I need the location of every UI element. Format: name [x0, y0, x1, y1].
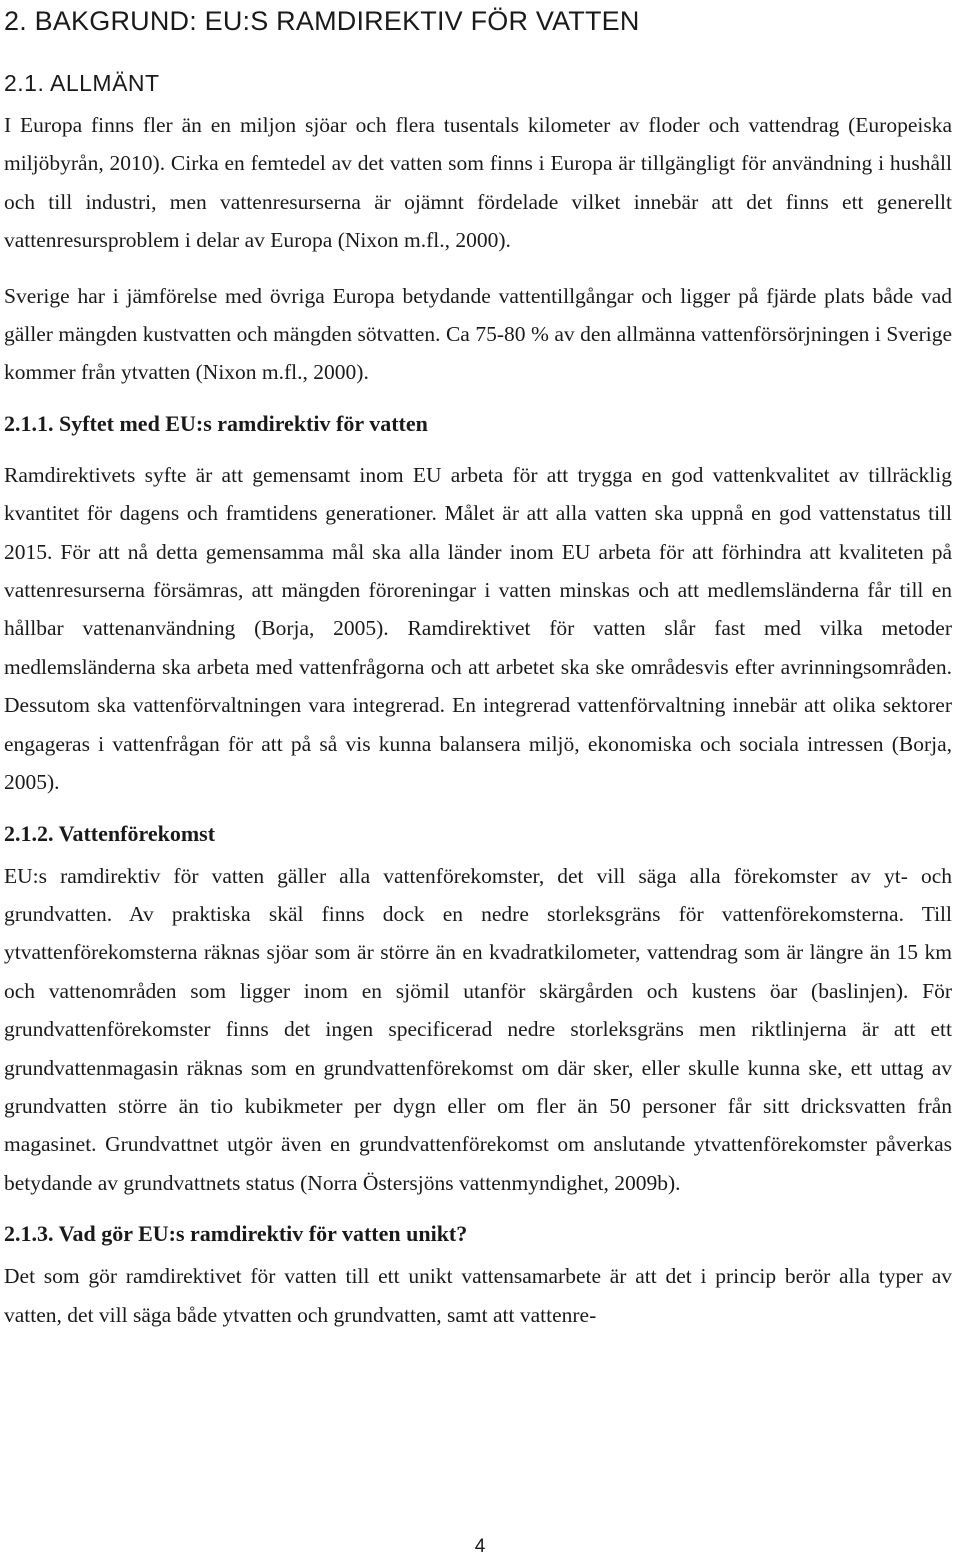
paragraph-europe-water: I Europa finns fler än en miljon sjöar och flera tusentals kilometer av floder och vattendrag (Europeiska miljöbyrån, 2010). Cirka en femtedel av det vatten som finns i Europa är tillgängligt för användning i hushåll och till industri, men vattenresurserna är ojämnt fördelade vilket innebär att det finns ett generellt vattenresursproblem i delar av Europa (Nixon m.fl., 2000).	[4, 113, 952, 253]
paragraph-syfte: Ramdirektivets syfte är att gemensamt inom EU arbeta för att trygga en god vattenkvalitet av tillräcklig kvantitet för dagens och framtidens generationer. Målet är att alla vatten ska uppnå en god vattenstatus till 2015. För att nå detta gemensamma mål ska alla länder inom EU arbeta för att förhindra att kvaliteten på vattenresurserna försämras, att mängden föroreningar i vatten minskas och att medlemsländerna får till en hållbar vattenanvändning (Borja, 2005). Ramdirektivet för vatten slår fast med vilka metoder medlemsländerna ska arbeta med vattenfrågorna och att arbetet ska ske områdesvis efter avrinningsområden. Dessutom ska vattenförvaltningen vara integrerad. En integrerad vattenförvaltning innebär att olika sektorer engageras i vattenfrågan för att på så vis kunna balansera miljö, ekonomiska och sociala intressen (Borja, 2005).	[4, 462, 952, 795]
paragraph-vattenforekomst: EU:s ramdirektiv för vatten gäller alla vattenförekomster, det vill säga alla förekomster av yt- och grundvatten. Av praktiska skäl finns dock en nedre storleksgräns för vattenförekomsterna. Till ytvattenförekomsterna räknas sjöar som är större än en kvadratkilometer, vattendrag som är längre än 15 km och vattenområden som ligger inom en sjömil utanför skärgården och kustens öar (baslinjen). För grundvattenförekomster finns det ingen specificerad nedre storleksgräns men riktlinjerna är att ett grundvattenmagasin räknas som en grundvattenförekomst om där sker, eller skulle kunna ske, ett uttag av grundvatten större än tio kubikmeter per dygn eller om fler än 50 personer får sitt dricksvatten från magasinet. Grundvattnet utgör även en grundvattenförekomst om anslutande ytvattenförekomster påverkas betydande av grundvattnets status (Norra Östersjöns vattenmyndighet, 2009b).	[4, 863, 952, 1195]
subsection-heading-vattenforekomst: 2.1.2. Vattenförekomst	[4, 820, 216, 846]
subsection-heading-syfte: 2.1.1. Syftet med EU:s ramdirektiv för vatten	[4, 410, 428, 436]
page-number: 4	[474, 1536, 486, 1557]
paragraph-unikt: Det som gör ramdirektivet för vatten till ett unikt vattensamarbete är att det i princip berör alla typer av vatten, det vill säga både ytvatten och grundvatten, samt att vattenre-	[4, 1264, 952, 1327]
document-page	[4, 0, 952, 1334]
paragraph-sweden-water: Sverige har i jämförelse med övriga Europa betydande vattentillgångar och ligger på fjärde plats både vad gäller mängden kustvatten och mängden sötvatten. Ca 75-80 % av den allmänna vattenförsörjningen i Sverige kommer från ytvatten (Nixon m.fl., 2000).	[4, 283, 952, 385]
section-heading: 2.1. ALLMÄNT	[4, 70, 160, 96]
chapter-heading: 2. BAKGRUND: EU:S RAMDIREKTIV FÖR VATTEN	[4, 6, 640, 36]
subsection-heading-unikt: 2.1.3. Vad gör EU:s ramdirektiv för vatten unikt?	[4, 1221, 468, 1247]
